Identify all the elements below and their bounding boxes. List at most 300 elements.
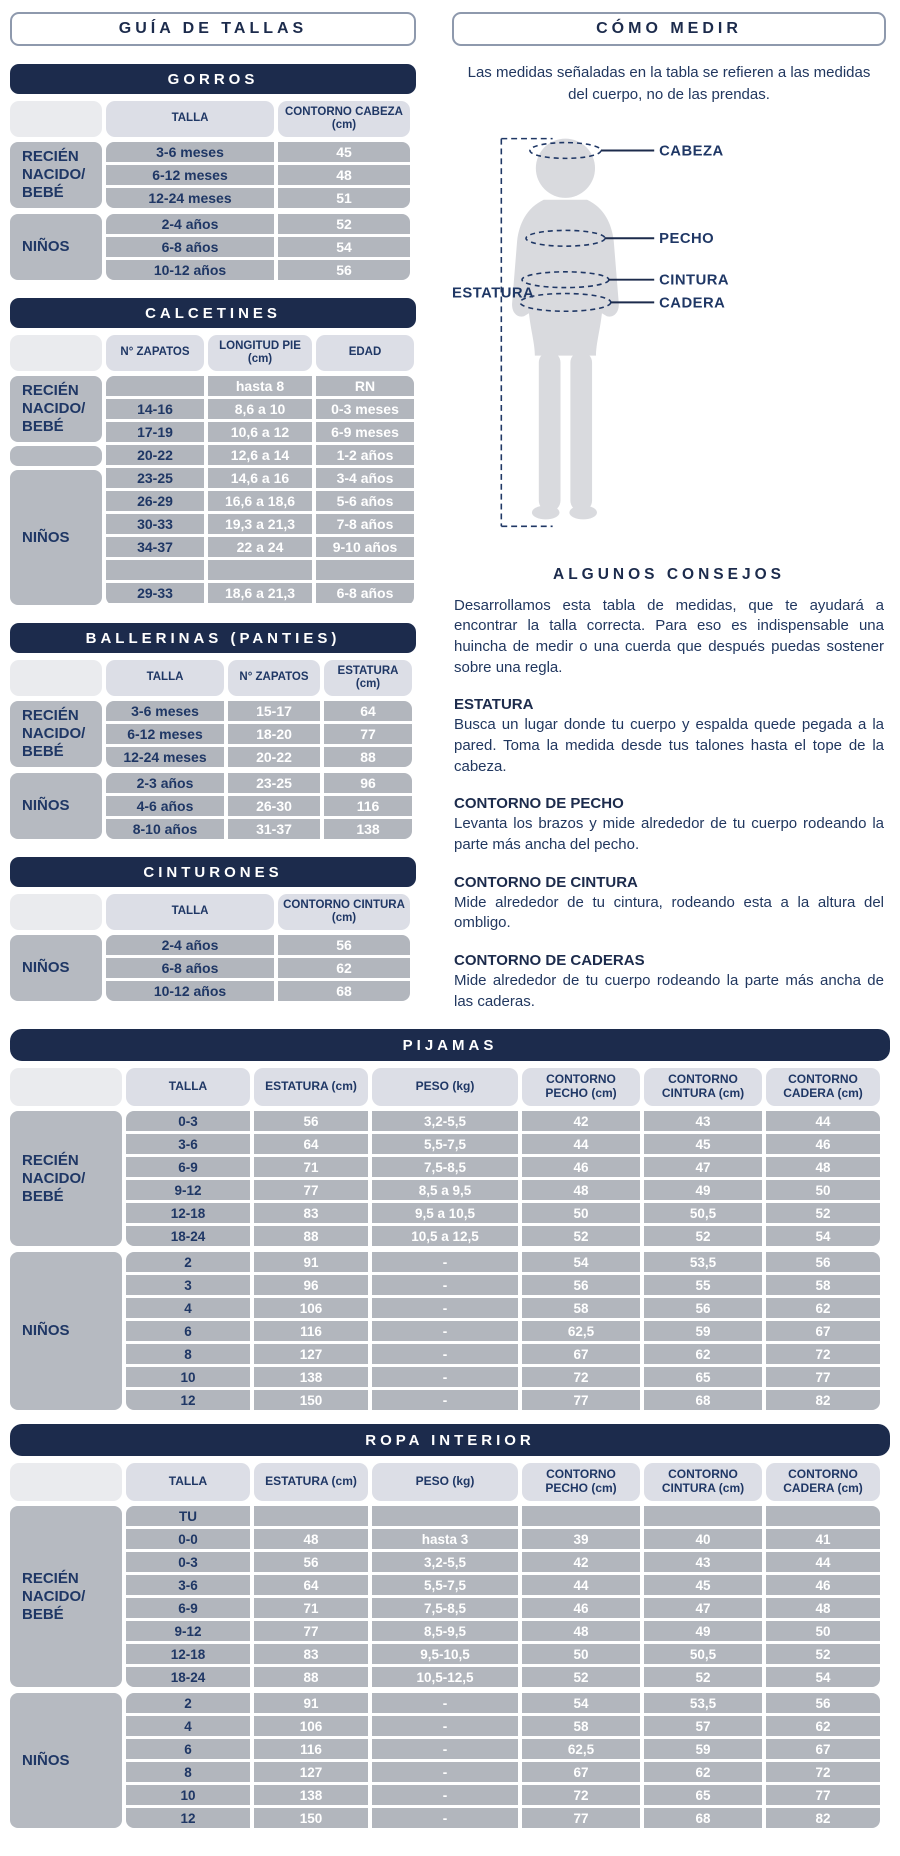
table-cell xyxy=(254,1506,368,1526)
table-row xyxy=(126,1298,880,1318)
table-cell: 96 xyxy=(324,773,412,793)
column-header-chip: N° ZAPATOS xyxy=(228,660,320,696)
table-rows-block xyxy=(106,214,410,280)
table-cell: 14,6 a 16 xyxy=(208,468,312,488)
table-row xyxy=(126,1203,880,1223)
table-row xyxy=(106,701,412,721)
page-title-left xyxy=(10,12,416,46)
table-cell: 56 xyxy=(254,1552,368,1572)
table-cell: 6 xyxy=(126,1739,250,1759)
table-cell: 12-24 meses xyxy=(106,747,224,767)
table-row xyxy=(106,583,414,603)
table-cell: 43 xyxy=(644,1552,762,1572)
row-group-labels xyxy=(10,1252,122,1410)
table-cell: 19,3 a 21,3 xyxy=(208,514,312,534)
table-cell: 10,5-12,5 xyxy=(372,1667,518,1687)
table-row xyxy=(106,142,410,162)
table-cell: 58 xyxy=(522,1716,640,1736)
table-row-group xyxy=(10,701,416,767)
table-cell: 150 xyxy=(254,1390,368,1410)
table-cell: 41 xyxy=(766,1529,880,1549)
table-row-group xyxy=(10,773,416,839)
table-row xyxy=(126,1621,880,1641)
column-header-chip: CONTORNO CINTURA (cm) xyxy=(278,894,410,930)
table-cell: 77 xyxy=(522,1390,640,1410)
row-group-labels xyxy=(10,1506,122,1687)
table-cell: 20-22 xyxy=(228,747,320,767)
table-cell: 23-25 xyxy=(228,773,320,793)
table-cell: 10-12 años xyxy=(106,260,274,280)
table-cell: 64 xyxy=(254,1134,368,1154)
table-cell: 6-9 xyxy=(126,1157,250,1177)
table-cell: 18-24 xyxy=(126,1667,250,1687)
table-row xyxy=(106,399,414,419)
table-row xyxy=(126,1693,880,1713)
tip-contorno-pecho xyxy=(452,795,886,855)
column-header-row xyxy=(10,894,416,930)
table-row xyxy=(126,1716,880,1736)
table-cell: 30-33 xyxy=(106,514,204,534)
table-row xyxy=(106,214,410,234)
table-cell: 0-3 xyxy=(126,1111,250,1131)
table-row xyxy=(126,1321,880,1341)
silhouette-right-leg xyxy=(570,351,592,511)
table-cell xyxy=(644,1506,762,1526)
table-cell: 4 xyxy=(126,1298,250,1318)
table-cell: 0-3 meses xyxy=(316,399,414,419)
tip-text: Mide alrededor de tu cuerpo rodeando la parte más ancha de las caderas. xyxy=(454,972,884,1010)
section-header-cinturones: CINTURONES xyxy=(10,857,416,887)
row-group-label: NIÑOS xyxy=(10,214,102,280)
table-cell: 50,5 xyxy=(644,1203,762,1223)
table-cell: 42 xyxy=(522,1111,640,1131)
table-cell: 58 xyxy=(522,1298,640,1318)
table-cell: 8,6 a 10 xyxy=(208,399,312,419)
table-cell: 83 xyxy=(254,1203,368,1223)
table-rows-block xyxy=(106,142,410,208)
table-row xyxy=(126,1575,880,1595)
table-cell: 56 xyxy=(278,260,410,280)
column-header-chip: CONTORNO CADERA (cm) xyxy=(766,1463,880,1501)
table-cell: 62 xyxy=(278,958,410,978)
table-row xyxy=(126,1644,880,1664)
table-row xyxy=(106,445,414,465)
table-cell: 72 xyxy=(522,1367,640,1387)
table-cell: - xyxy=(372,1390,518,1410)
table-cell: 43 xyxy=(644,1111,762,1131)
table-row xyxy=(126,1157,880,1177)
table-cell: 52 xyxy=(278,214,410,234)
table-row xyxy=(126,1506,880,1526)
table-cell: 52 xyxy=(644,1226,762,1246)
cabeza-label: CABEZA xyxy=(659,142,724,159)
table-rows-block xyxy=(126,1693,880,1828)
table-cell: - xyxy=(372,1785,518,1805)
column-header-chip: TALLA xyxy=(126,1463,250,1501)
table-cell: 26-29 xyxy=(106,491,204,511)
table-cell: 56 xyxy=(766,1252,880,1272)
table-rows-block xyxy=(106,701,412,767)
header-spacer-chip xyxy=(10,894,102,930)
table-cell: 116 xyxy=(254,1739,368,1759)
table-row xyxy=(106,819,412,839)
table-cell: 52 xyxy=(644,1667,762,1687)
table-cell: 48 xyxy=(278,165,410,185)
header-spacer-chip xyxy=(10,101,102,137)
table-cell: 18,6 a 21,3 xyxy=(208,583,312,603)
table-row xyxy=(126,1367,880,1387)
table-cell: 68 xyxy=(644,1390,762,1410)
table-cell: 2 xyxy=(126,1252,250,1272)
table-cell: 9,5-10,5 xyxy=(372,1644,518,1664)
table-cell: 44 xyxy=(766,1552,880,1572)
column-header-chip: PESO (kg) xyxy=(372,1463,518,1501)
table-cell: 12,6 a 14 xyxy=(208,445,312,465)
table-cell xyxy=(106,560,204,580)
table-cell: 56 xyxy=(254,1111,368,1131)
table-cell: 3 xyxy=(126,1275,250,1295)
como-medir-intro: Las medidas señaladas en la tabla se refieren a las medidas del cuerpo, no de las prendas. xyxy=(467,64,871,103)
table-row xyxy=(126,1785,880,1805)
column-header-chip: ESTATURA (cm) xyxy=(254,1463,368,1501)
row-group-labels xyxy=(10,376,102,605)
table-row xyxy=(126,1134,880,1154)
table-row xyxy=(106,165,410,185)
table-cell: 67 xyxy=(522,1344,640,1364)
table-row xyxy=(106,422,414,442)
table-cell: 64 xyxy=(254,1575,368,1595)
table-rows-block xyxy=(126,1111,880,1246)
table-cell: 44 xyxy=(522,1134,640,1154)
table-row xyxy=(126,1529,880,1549)
table-cell: 3,2-5,5 xyxy=(372,1111,518,1131)
table-cell: 31-37 xyxy=(228,819,320,839)
table-cell: 42 xyxy=(522,1552,640,1572)
column-header-chip: EDAD xyxy=(316,335,414,371)
table-cell: 46 xyxy=(522,1598,640,1618)
table-cell: 46 xyxy=(522,1157,640,1177)
table-cell: 72 xyxy=(766,1762,880,1782)
table-cell: 56 xyxy=(766,1693,880,1713)
table-cell: 10,5 a 12,5 xyxy=(372,1226,518,1246)
table-cell: 67 xyxy=(766,1739,880,1759)
page-title-right-label: CÓMO MEDIR xyxy=(596,20,742,37)
column-header-chip: CONTORNO PECHO (cm) xyxy=(522,1068,640,1106)
table-cell: 72 xyxy=(766,1344,880,1364)
table-row xyxy=(126,1667,880,1687)
table-cell: 48 xyxy=(522,1180,640,1200)
row-group-label: NIÑOS xyxy=(10,1252,122,1410)
table-cell: 48 xyxy=(766,1157,880,1177)
table-row-group xyxy=(10,935,416,1001)
column-header-chip: CONTORNO PECHO (cm) xyxy=(522,1463,640,1501)
table-cell: 62 xyxy=(766,1298,880,1318)
table-cell: - xyxy=(372,1252,518,1272)
column-header-chip: TALLA xyxy=(126,1068,250,1106)
table-cell: 54 xyxy=(522,1693,640,1713)
table-cell: 54 xyxy=(766,1226,880,1246)
cintura-label: CINTURA xyxy=(659,272,730,289)
table-cell: 46 xyxy=(766,1575,880,1595)
table-row xyxy=(126,1808,880,1828)
row-group-labels xyxy=(10,701,102,767)
table-cell: 44 xyxy=(522,1575,640,1595)
table-cell: 6-8 años xyxy=(106,958,274,978)
table-row xyxy=(126,1390,880,1410)
table-cell: 82 xyxy=(766,1808,880,1828)
table-cell: 88 xyxy=(254,1667,368,1687)
table-row xyxy=(126,1762,880,1782)
header-spacer-chip xyxy=(10,660,102,696)
table-cell: 39 xyxy=(522,1529,640,1549)
table-row xyxy=(106,376,414,396)
table-cell: 59 xyxy=(644,1739,762,1759)
table-cell: 96 xyxy=(254,1275,368,1295)
table-cell: 20-22 xyxy=(106,445,204,465)
table-cell: TU xyxy=(126,1506,250,1526)
table-row xyxy=(106,491,414,511)
table-cell: 26-30 xyxy=(228,796,320,816)
column-header-chip: TALLA xyxy=(106,660,224,696)
table-cell: 7,5-8,5 xyxy=(372,1157,518,1177)
table-row xyxy=(106,468,414,488)
table-cell: 77 xyxy=(766,1785,880,1805)
row-group-label: NIÑOS xyxy=(10,935,102,1001)
table-row xyxy=(106,935,410,955)
table-row xyxy=(126,1252,880,1272)
column-header-chip: LONGITUD PIE (cm) xyxy=(208,335,312,371)
table-cell: 3-6 xyxy=(126,1575,250,1595)
column-header-row xyxy=(10,335,416,371)
table-cell: 3-6 meses xyxy=(106,701,224,721)
table-cell: 56 xyxy=(522,1275,640,1295)
table-cell: 14-16 xyxy=(106,399,204,419)
cinturones-table xyxy=(10,857,416,1001)
table-cell: - xyxy=(372,1298,518,1318)
row-group-label: NIÑOS xyxy=(10,773,102,839)
table-cell: 9-10 años xyxy=(316,537,414,557)
table-cell: 45 xyxy=(644,1575,762,1595)
table-cell: 16,6 a 18,6 xyxy=(208,491,312,511)
table-cell: 52 xyxy=(522,1226,640,1246)
table-cell: 72 xyxy=(522,1785,640,1805)
table-cell: 48 xyxy=(522,1621,640,1641)
table-cell: 48 xyxy=(254,1529,368,1549)
column-header-row xyxy=(10,101,416,137)
table-row xyxy=(126,1344,880,1364)
row-group-labels xyxy=(10,214,102,280)
table-cell xyxy=(372,1506,518,1526)
table-cell: 77 xyxy=(522,1808,640,1828)
calcetines-table xyxy=(10,298,416,605)
table-cell xyxy=(766,1506,880,1526)
column-header-row xyxy=(10,660,416,696)
table-cell: 77 xyxy=(254,1621,368,1641)
table-cell: 59 xyxy=(644,1321,762,1341)
table-cell: 10-12 años xyxy=(106,981,274,1001)
section-header-pijamas: PIJAMAS xyxy=(10,1029,890,1061)
page-title-right xyxy=(452,12,886,46)
header-spacer-chip xyxy=(10,335,102,371)
table-cell: 51 xyxy=(278,188,410,208)
table-cell: 12-24 meses xyxy=(106,188,274,208)
table-cell: 116 xyxy=(254,1321,368,1341)
table-row xyxy=(106,237,410,257)
table-cell: 5,5-7,5 xyxy=(372,1134,518,1154)
table-cell: 64 xyxy=(324,701,412,721)
table-cell: - xyxy=(372,1808,518,1828)
table-cell: 58 xyxy=(766,1275,880,1295)
table-rows-block xyxy=(126,1506,880,1687)
table-row xyxy=(126,1226,880,1246)
table-cell: 5-6 años xyxy=(316,491,414,511)
table-cell: 52 xyxy=(522,1667,640,1687)
row-group-label: NIÑOS xyxy=(10,1693,122,1828)
table-row-group xyxy=(10,1252,890,1410)
table-cell: 6-12 meses xyxy=(106,724,224,744)
table-row xyxy=(106,773,412,793)
table-cell: 91 xyxy=(254,1693,368,1713)
table-rows-block xyxy=(106,773,412,839)
table-cell: 52 xyxy=(766,1644,880,1664)
table-cell: - xyxy=(372,1367,518,1387)
table-cell xyxy=(316,560,414,580)
table-cell: 127 xyxy=(254,1344,368,1364)
table-cell: 82 xyxy=(766,1390,880,1410)
table-cell: 77 xyxy=(766,1367,880,1387)
tip-text: Busca un lugar donde tu cuerpo y espalda quede pegada a la pared. Toma la medida desde tus talones hasta el tope de la cabeza. xyxy=(454,716,884,775)
table-cell: 71 xyxy=(254,1598,368,1618)
table-cell: 138 xyxy=(254,1367,368,1387)
table-cell: 49 xyxy=(644,1180,762,1200)
table-cell: 6-12 meses xyxy=(106,165,274,185)
table-cell: 57 xyxy=(644,1716,762,1736)
table-cell: 83 xyxy=(254,1644,368,1664)
table-row-group xyxy=(10,214,416,280)
column-header-chip: TALLA xyxy=(106,894,274,930)
table-cell: 0-0 xyxy=(126,1529,250,1549)
table-cell: 23-25 xyxy=(106,468,204,488)
table-cell: 46 xyxy=(766,1134,880,1154)
row-group-label: RECIÉN NACIDO/ BEBÉ xyxy=(10,701,102,767)
table-cell: 50 xyxy=(766,1621,880,1641)
table-cell: 2-4 años xyxy=(106,214,274,234)
table-row xyxy=(126,1739,880,1759)
table-cell: - xyxy=(372,1344,518,1364)
row-group-labels xyxy=(10,1693,122,1828)
table-cell: 88 xyxy=(254,1226,368,1246)
table-cell: 138 xyxy=(324,819,412,839)
ropa-interior-table xyxy=(10,1424,890,1828)
column-header-chip: N° ZAPATOS xyxy=(106,335,204,371)
table-cell: 7,5-8,5 xyxy=(372,1598,518,1618)
table-row xyxy=(106,514,414,534)
table-row xyxy=(106,747,412,767)
table-row xyxy=(126,1180,880,1200)
table-cell: 8 xyxy=(126,1762,250,1782)
row-group-label: NIÑOS xyxy=(10,470,102,605)
row-group-label: RECIÉN NACIDO/ BEBÉ xyxy=(10,142,102,208)
tip-title: CONTORNO DE PECHO xyxy=(454,795,624,813)
page-title-left-label: GUÍA DE TALLAS xyxy=(118,20,308,37)
table-cell: 10,6 a 12 xyxy=(208,422,312,442)
table-cell: 45 xyxy=(278,142,410,162)
table-cell: 4-6 años xyxy=(106,796,224,816)
row-group-labels xyxy=(10,1111,122,1246)
table-cell: 54 xyxy=(278,237,410,257)
table-cell: 54 xyxy=(766,1667,880,1687)
table-cell: 47 xyxy=(644,1598,762,1618)
header-spacer-chip xyxy=(10,1463,122,1501)
table-cell: 62 xyxy=(766,1716,880,1736)
tip-text: Mide alrededor de tu cintura, rodeando esta a la altura del ombligo. xyxy=(454,893,884,932)
table-cell: 22 a 24 xyxy=(208,537,312,557)
row-group-labels xyxy=(10,935,102,1001)
silhouette-right-foot xyxy=(569,505,597,519)
table-cell: 91 xyxy=(254,1252,368,1272)
table-cell: 106 xyxy=(254,1298,368,1318)
table-cell: 45 xyxy=(644,1134,762,1154)
table-cell xyxy=(208,560,312,580)
table-cell: 7-8 años xyxy=(316,514,414,534)
table-cell: 17-19 xyxy=(106,422,204,442)
table-cell: - xyxy=(372,1762,518,1782)
table-row xyxy=(126,1275,880,1295)
table-cell: 12 xyxy=(126,1390,250,1410)
table-cell: 9,5 a 10,5 xyxy=(372,1203,518,1223)
table-row xyxy=(106,796,412,816)
table-cell: 9-12 xyxy=(126,1180,250,1200)
table-cell: 34-37 xyxy=(106,537,204,557)
table-cell: 68 xyxy=(644,1808,762,1828)
table-cell: 18-20 xyxy=(228,724,320,744)
table-cell: 15-17 xyxy=(228,701,320,721)
section-header-gorros: GORROS xyxy=(10,64,416,94)
table-row xyxy=(106,724,412,744)
table-row xyxy=(126,1111,880,1131)
table-cell: 3,2-5,5 xyxy=(372,1552,518,1572)
table-cell: 62 xyxy=(644,1344,762,1364)
table-row xyxy=(106,958,410,978)
table-cell: 3-6 meses xyxy=(106,142,274,162)
table-cell: 116 xyxy=(324,796,412,816)
table-row xyxy=(126,1598,880,1618)
table-cell: 6-9 meses xyxy=(316,422,414,442)
ballerinas-table xyxy=(10,623,416,839)
table-cell: 127 xyxy=(254,1762,368,1782)
column-header-chip: ESTATURA (cm) xyxy=(324,660,412,696)
table-cell: 56 xyxy=(644,1298,762,1318)
table-cell: - xyxy=(372,1693,518,1713)
column-header-chip: ESTATURA (cm) xyxy=(254,1068,368,1106)
table-cell: 8 xyxy=(126,1344,250,1364)
tip-title: ESTATURA xyxy=(454,696,534,714)
table-cell: 8,5 a 9,5 xyxy=(372,1180,518,1200)
table-cell: 77 xyxy=(324,724,412,744)
silhouette-left-foot xyxy=(532,505,560,519)
section-header-ballerinas: BALLERINAS (PANTIES) xyxy=(10,623,416,653)
table-row xyxy=(106,981,410,1001)
table-cell: 40 xyxy=(644,1529,762,1549)
table-cell: 62,5 xyxy=(522,1739,640,1759)
table-cell: 6 xyxy=(126,1321,250,1341)
table-cell xyxy=(106,376,204,396)
table-cell: 53,5 xyxy=(644,1252,762,1272)
column-header-row xyxy=(10,1463,890,1501)
cadera-label: CADERA xyxy=(659,294,726,311)
table-cell: 12 xyxy=(126,1808,250,1828)
table-cell: 29-33 xyxy=(106,583,204,603)
